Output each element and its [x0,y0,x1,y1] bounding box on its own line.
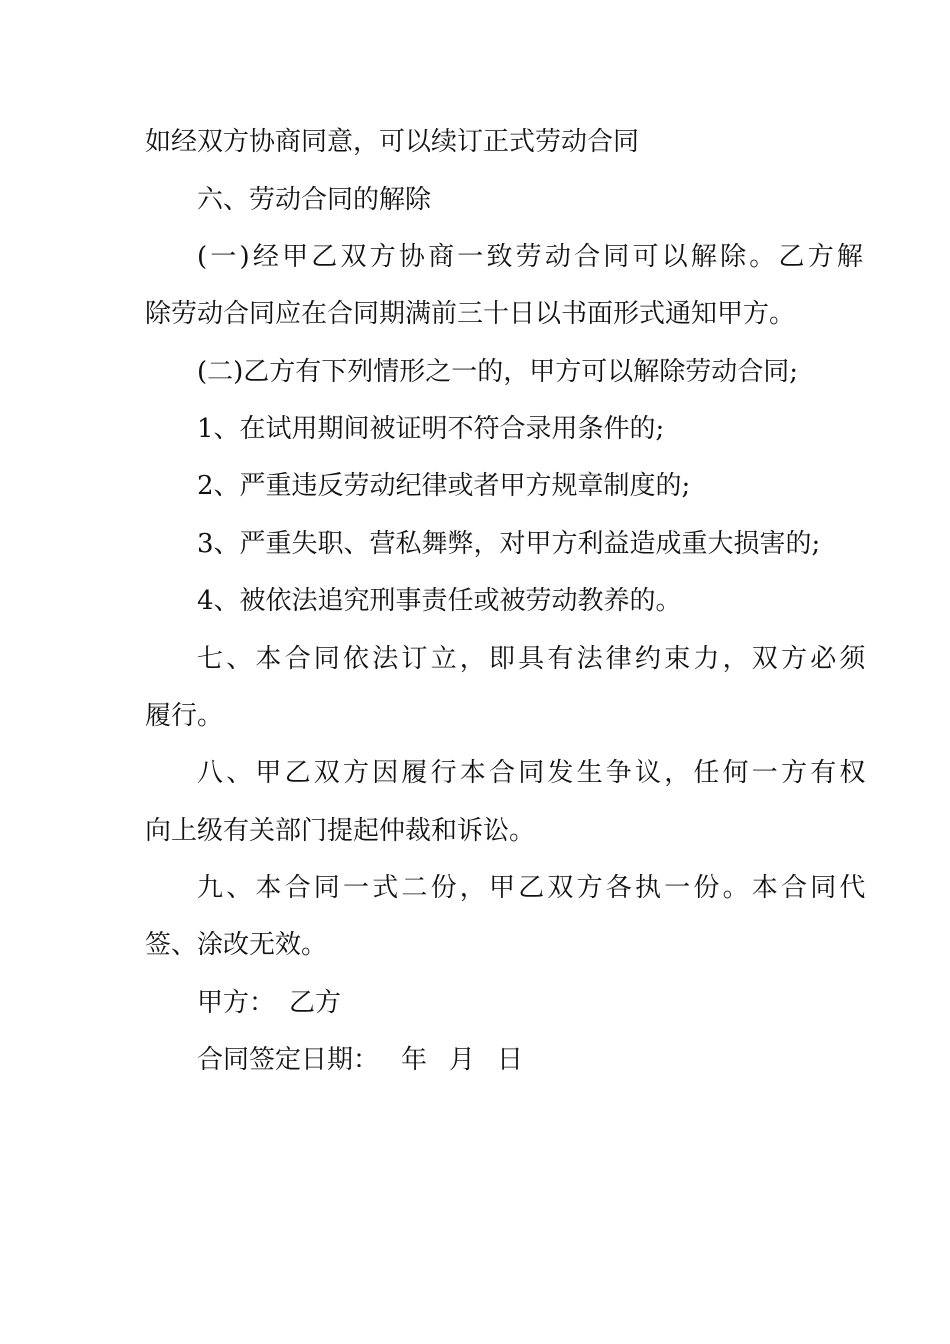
paragraph-line: 八、甲乙双方因履行本合同发生争议，任何一方有权 [197,758,869,788]
section-heading: 六、劳动合同的解除 [197,185,432,215]
paragraph-line: (二)乙方有下列情形之一的，甲方可以解除劳动合同; [197,357,799,387]
list-item: 2、严重违反劳动纪律或者甲方规章制度的; [197,471,691,501]
paragraph-line: 履行。 [145,701,224,731]
party-b-label: 乙方 [289,988,342,1018]
party-a-label: 甲方： [197,988,276,1018]
list-item: 1、在试用期间被证明不符合录用条件的; [197,414,665,444]
list-item: 4、被依法追究刑事责任或被劳动教养的。 [197,586,682,616]
paragraph-line: 九、本合同一式二份，甲乙双方各执一份。本合同代 [197,873,869,903]
paragraph-line: 如经双方协商同意，可以续订正式劳动合同 [145,127,640,157]
paragraph-line: 向上级有关部门提起仲裁和诉讼。 [145,816,536,846]
date-year: 年 [401,1045,428,1075]
signature-line [197,987,877,1019]
paragraph-line: 签、涂改无效。 [145,930,328,960]
list-item: 3、严重失职、营私舞弊，对甲方利益造成重大损害的; [197,529,821,559]
contract-date-line [197,1044,877,1076]
date-label: 合同签定日期： [197,1045,380,1075]
date-day: 日 [497,1045,524,1075]
date-month: 月 [449,1045,476,1075]
paragraph-line: 七、本合同依法订立，即具有法律约束力，双方必须 [197,644,869,674]
paragraph-line: (一)经甲乙双方协商一致劳动合同可以解除。乙方解 [197,242,867,272]
paragraph-line: 除劳动合同应在合同期满前三十日以书面形式通知甲方。 [145,299,796,329]
